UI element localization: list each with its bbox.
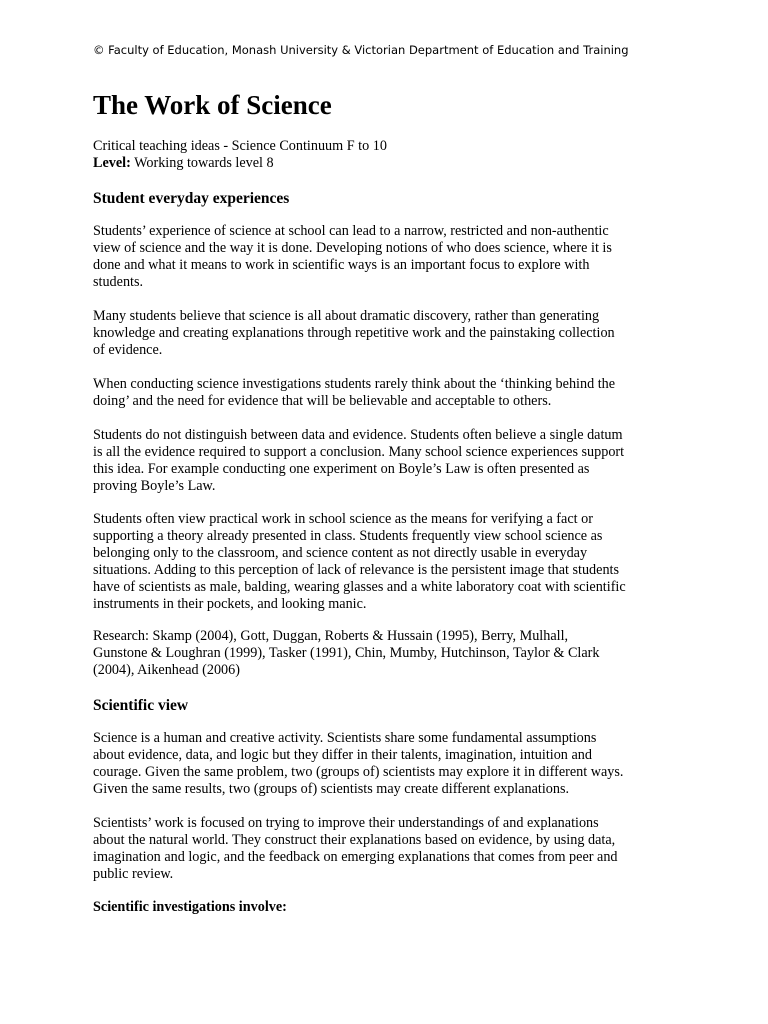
research-references: [93, 628, 683, 679]
paragraph: [93, 730, 683, 798]
paragraph-line: Research: Skamp (2004), Gott, Duggan, Roberts & Hussain (1995), Berry, Mulhall,: [93, 628, 569, 644]
paragraph-line: belonging only to the classroom, and science content as not directly usable in everyday: [93, 545, 588, 561]
paragraph-line: Scientists’ work is focused on trying to improve their understandings of and explanations: [93, 815, 599, 831]
paragraph-line: about the natural world. They construct their explanations based on evidence, by using data,: [93, 832, 616, 848]
paragraph-line: proving Boyle’s Law.: [93, 478, 216, 494]
paragraph-line: Science is a human and creative activity. Scientists share some fundamental assumptions: [93, 730, 597, 746]
paragraph-line: courage. Given the same problem, two (groups of) scientists may explore it in different ways.: [93, 764, 624, 780]
paragraph-line: is all the evidence required to support a conclusion. Many school science experiences support: [93, 444, 625, 460]
paragraph-line: Given the same results, two (groups of) scientists may create different explanations.: [93, 781, 570, 797]
paragraph: [93, 427, 683, 495]
paragraph-line: doing’ and the need for evidence that will be believable and acceptable to others.: [93, 393, 552, 409]
paragraph-line: situations. Adding to this perception of lack of relevance is the persistent image that students: [93, 562, 619, 578]
paragraph-line: Many students believe that science is all about dramatic discovery, rather than generating: [93, 308, 600, 324]
paragraph-line: instruments in their pockets, and looking manic.: [93, 596, 367, 612]
paragraph-line: public review.: [93, 866, 174, 882]
paragraph-line: knowledge and creating explanations through repetitive work and the painstaking collection: [93, 325, 615, 341]
paragraph: [93, 223, 683, 291]
paragraph-line: done and what it means to work in scientific ways is an important focus to explore with: [93, 257, 590, 273]
paragraph: [93, 511, 683, 613]
paragraph-line: this idea. For example conducting one experiment on Boyle’s Law is often presented as: [93, 461, 590, 477]
subheading-investigations: Scientific investigations involve:: [93, 899, 287, 915]
paragraph-line: have of scientists as male, balding, wearing glasses and a white laboratory coat with scientific: [93, 579, 626, 595]
paragraph: [93, 308, 683, 359]
paragraph-line: about evidence, data, and logic but they differ in their talents, imagination, intuition and: [93, 747, 592, 763]
paragraph: [93, 376, 683, 410]
page-title: The Work of Science: [93, 90, 332, 120]
paragraph-line: When conducting science investigations students rarely think about the ‘thinking behind the: [93, 376, 616, 392]
section-heading-student-experiences: Student everyday experiences: [93, 190, 290, 207]
paragraph-line: Students often view practical work in school science as the means for verifying a fact or: [93, 511, 593, 527]
section-heading-scientific-view: Scientific view: [93, 697, 189, 714]
paragraph-line: Students do not distinguish between data and evidence. Students often believe a single datum: [93, 427, 623, 443]
copyright-notice: © Faculty of Education, Monash University & Victorian Department of Education and Training: [93, 43, 629, 57]
paragraph-line: imagination and logic, and the feedback on emerging explanations that comes from peer and: [93, 849, 618, 865]
level-line: [93, 155, 693, 172]
paragraph-line: supporting a theory already presented in class. Students frequently view school science as: [93, 528, 603, 544]
paragraph-line: of evidence.: [93, 342, 163, 358]
paragraph-line: students.: [93, 274, 144, 290]
document-subtitle: Critical teaching ideas - Science Continuum F to 10: [93, 138, 387, 154]
document-meta: [93, 138, 693, 172]
paragraph-line: Gunstone & Loughran (1999), Tasker (1991), Chin, Mumby, Hutchinson, Taylor & Clark: [93, 645, 600, 661]
paragraph: [93, 815, 683, 883]
paragraph-line: Students’ experience of science at school can lead to a narrow, restricted and non-authentic: [93, 223, 609, 239]
level-value: Working towards level 8: [130, 155, 274, 171]
level-label: Level:: [93, 155, 131, 171]
paragraph-line: view of science and the way it is done. Developing notions of who does science, where it is: [93, 240, 612, 256]
paragraph-line: (2004), Aikenhead (2006): [93, 662, 240, 678]
